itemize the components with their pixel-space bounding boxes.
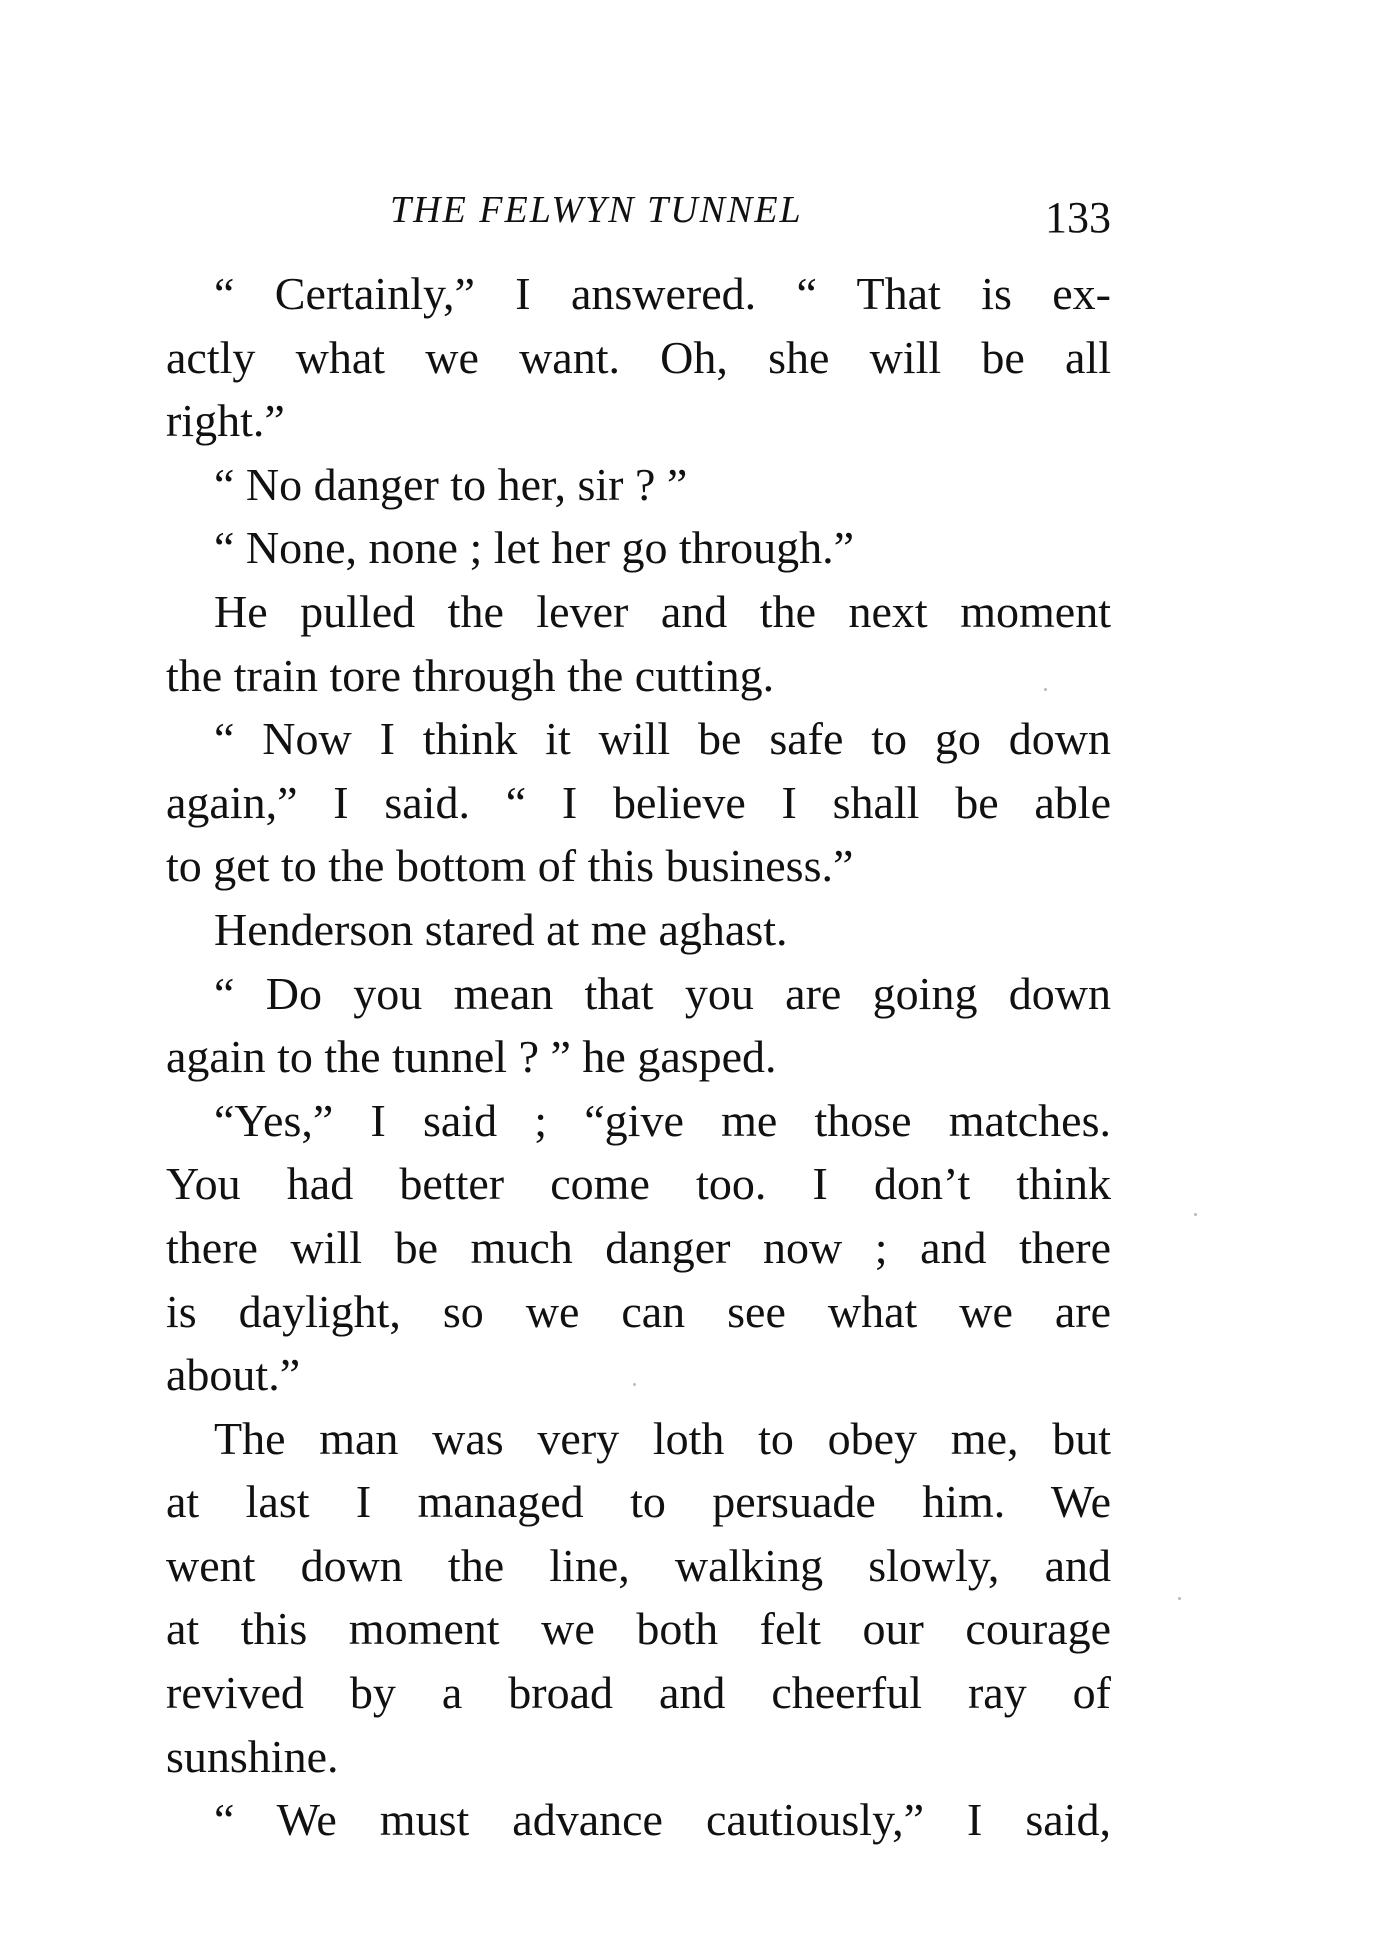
text-line: to get to the bottom of this business.” [166, 840, 854, 892]
text-line: is daylight, so we can see what we are [166, 1285, 1111, 1337]
text-line: Henderson stared at me aghast. [214, 903, 788, 955]
running-title: THE FELWYN TUNNEL [390, 189, 803, 231]
text-line: “ Certainly,” I answered. “ That is ex- [214, 268, 1111, 319]
text-line: the train tore through the cutting. [166, 649, 775, 701]
text-line: sunshine. [166, 1730, 339, 1782]
text-line: right.” [166, 395, 285, 447]
text-line: The man was very loth to obey me, but [214, 1412, 1111, 1464]
text-line: You had better come too. I don’t think [166, 1158, 1111, 1210]
text-line: at last I managed to persuade him. We [166, 1476, 1111, 1528]
text-line: about.” [166, 1349, 301, 1401]
paper-speck [1178, 1597, 1181, 1600]
text-line: at this moment we both felt our courage [166, 1603, 1111, 1655]
text-line: “Yes,” I said ; “give me those matches. [214, 1094, 1111, 1146]
text-line: “ Now I think it will be safe to go down [214, 713, 1111, 765]
paper-speck [1194, 1213, 1197, 1216]
text-line: actly what we want. Oh, she will be all [166, 331, 1111, 383]
text-line: “ We must advance cautiously,” I said, [214, 1794, 1111, 1846]
text-line: again,” I said. “ I believe I shall be able [166, 776, 1111, 828]
text-line: “ None, none ; let her go through.” [214, 522, 854, 574]
text-line: He pulled the lever and the next moment [214, 585, 1111, 637]
body-text [166, 262, 1111, 1852]
text-line: “ Do you mean that you are going down [214, 967, 1111, 1019]
running-head [166, 188, 1111, 248]
page-number: 133 [1045, 193, 1111, 242]
text-line: “ No danger to her, sir ? ” [214, 458, 688, 510]
text-line: again to the tunnel ? ” he gasped. [166, 1031, 777, 1083]
text-line: revived by a broad and cheerful ray of [166, 1667, 1111, 1719]
paper-speck [1044, 688, 1047, 691]
text-line: there will be much danger now ; and there [166, 1221, 1111, 1273]
paper-speck [633, 1383, 636, 1386]
text-line: went down the line, walking slowly, and [166, 1539, 1111, 1591]
